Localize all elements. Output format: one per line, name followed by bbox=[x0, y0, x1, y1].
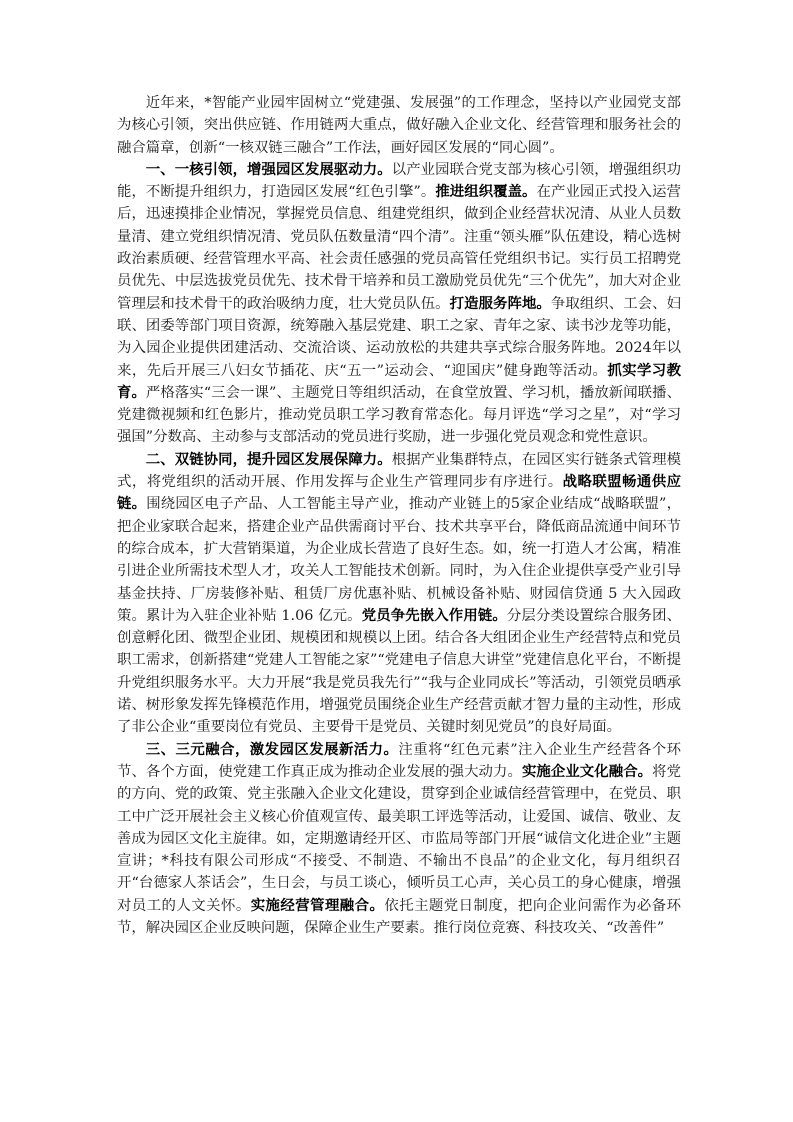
section-one-text: 严格落实“三会一课”、主题党日等组织活动，在食堂放置、学习机，播放新闻联播、党建微视频和红色影片，推动党员职工学习教育常态化。每月评选“学习之星”，对“学习强国”分数高、主动参与支部活动的党员进行奖励，进一步强化党员观念和党性意识。 bbox=[117, 384, 681, 446]
section-one-text: 在产业园正式投入运营后，迅速摸排企业情况，掌握党员信息、组建党组织，做到企业经营状况清、从业人员数量清、建立党组织情况清、党员队伍数量清“四个清”。注重“领头雁”队伍建设，精心选树政治素质硬、经营管理水平高、社会责任感强的党员高管任党组织书记。实行员工招聘党员优先、中层选拔党员优先、技术骨干培养和员工激励党员优先“三个优先”，加大对企业管理层和技术骨干的政治吸纳力度，壮大党员队伍。 bbox=[117, 184, 681, 312]
section-three-paragraph bbox=[117, 739, 681, 940]
section-two-subheading-supply: 战略联盟畅通供应链。 bbox=[117, 473, 681, 513]
section-three-subheading-culture: 实施企业文化融合。 bbox=[521, 762, 653, 780]
section-three-text: 依托主题党日制度，把向企业问需作为必备环节，解决园区企业反映问题，保障企业生产要素。推行岗位竞赛、科技攻关、“改善件” bbox=[117, 897, 681, 936]
section-two-text: 围绕园区电子产品、人工智能主导产业，推动产业链上的5家企业结成“战略联盟”，把企业家联合起来，搭建企业产品供需商讨平台、技术共享平台，降低商品流通中间环节的综合成本，扩大营销渠道，为企业成长营造了良好生态。如，统一打造人才公寓，精准引进企业所需技术型人才，攻关人工智能技术创新。同时，为入住企业提供享受产业引导基金扶持、厂房装修补贴、租赁厂房优惠补贴、机械设备补贴、财园信贷通 5 大入园政策。累计为入驻企业补贴 1.06 亿元。 bbox=[117, 496, 681, 624]
section-two-paragraph bbox=[117, 449, 681, 739]
intro-text: 近年来，*智能产业园牢固树立“党建强、发展强”的工作理念，坚持以产业园党支部为核心引领，突出供应链、作用链两大重点，做好融入企业文化、经营管理和服务社会的融合篇章，创新“一核双链三融合”工作法，画好园区发展的“同心圆”。 bbox=[117, 95, 681, 156]
section-three-subheading-management: 实施经营管理融合。 bbox=[250, 896, 385, 914]
section-one-heading: 一、一核引领，增强园区发展驱动力。 bbox=[145, 160, 392, 178]
section-one-subheading-service: 打造服务阵地。 bbox=[449, 294, 551, 312]
section-two-text: 根据产业集群特点，在园区实行链条式管理模式，将党组织的活动开展、作用发挥与企业生产管理同步有序进行。 bbox=[117, 451, 681, 491]
section-two-heading: 二、双链协同，提升园区发展保障力。 bbox=[145, 450, 392, 468]
section-one-subheading-study: 抓实学习教育。 bbox=[117, 361, 681, 401]
document-body bbox=[117, 92, 681, 939]
section-one-text: 争取组织、工会、妇联、团委等部门项目资源，统筹融入基层党建、职工之家、青年之家、读书沙龙等功能，为入园企业提供团建活动、交流洽谈、运动放松的共建共享式综合服务阵地。2024年以来，先后开展三八妇女节插花、庆“五一”运动会、“迎国庆”健身跑等活动。 bbox=[117, 295, 681, 379]
section-one-text: 以产业园联合党支部为核心引领，增强组织功能，不断提升组织力，打造园区发展“红色引擎”。 bbox=[117, 161, 681, 201]
section-three-heading: 三、三元融合，激发园区发展新活力。 bbox=[145, 740, 399, 758]
section-three-text: 将党的方向、党的政策、党主张融入企业文化建设，贯穿到企业诚信经营管理中，在党员、职工中广泛开展社会主义核心价值观宣传、最美职工评选等活动，让爱国、诚信、敬业、友善成为园区文化主旋律。如，定期邀请经开区、市监局等部门开展“诚信文化进企业”主题宣讲；*科技有限公司形成“不接受、不制造、不输出不良品”的企业文化，每月组织召开“台德家人茶话会”，生日会，与员工谈心，倾听员工心声，关心员工的身心健康，增强对员工的人文关怀。 bbox=[117, 763, 681, 914]
intro-paragraph bbox=[117, 92, 681, 159]
section-one-paragraph bbox=[117, 159, 681, 449]
section-three-text: 注重将“红色元素”注入企业生产经营各个环节、各个方面，使党建工作真正成为推动企业发展的强大动力。 bbox=[117, 741, 681, 780]
section-two-text: 分层分类设置综合服务团、创意孵化团、微型企业团、规模团和规模以上团。结合各大组团企业生产经营特点和党员职工需求，创新搭建“党建人工智能之家”“党建电子信息大讲堂”党建信息化平台，不断提升党组织服务水平。大力开展“我是党员我先行”“我与企业同成长”等活动，引领党员晒承诺、树形象发挥先锋模范作用，增强党员围绕企业生产经营贡献才智力量的主动性，形成了非公企业“重要岗位有党员、主要骨干是党员、关键时刻见党员”的良好局面。 bbox=[117, 607, 681, 736]
section-one-subheading-coverage: 推进组织覆盖。 bbox=[435, 183, 537, 201]
section-two-subheading-role: 党员争先嵌入作用链。 bbox=[361, 606, 507, 624]
